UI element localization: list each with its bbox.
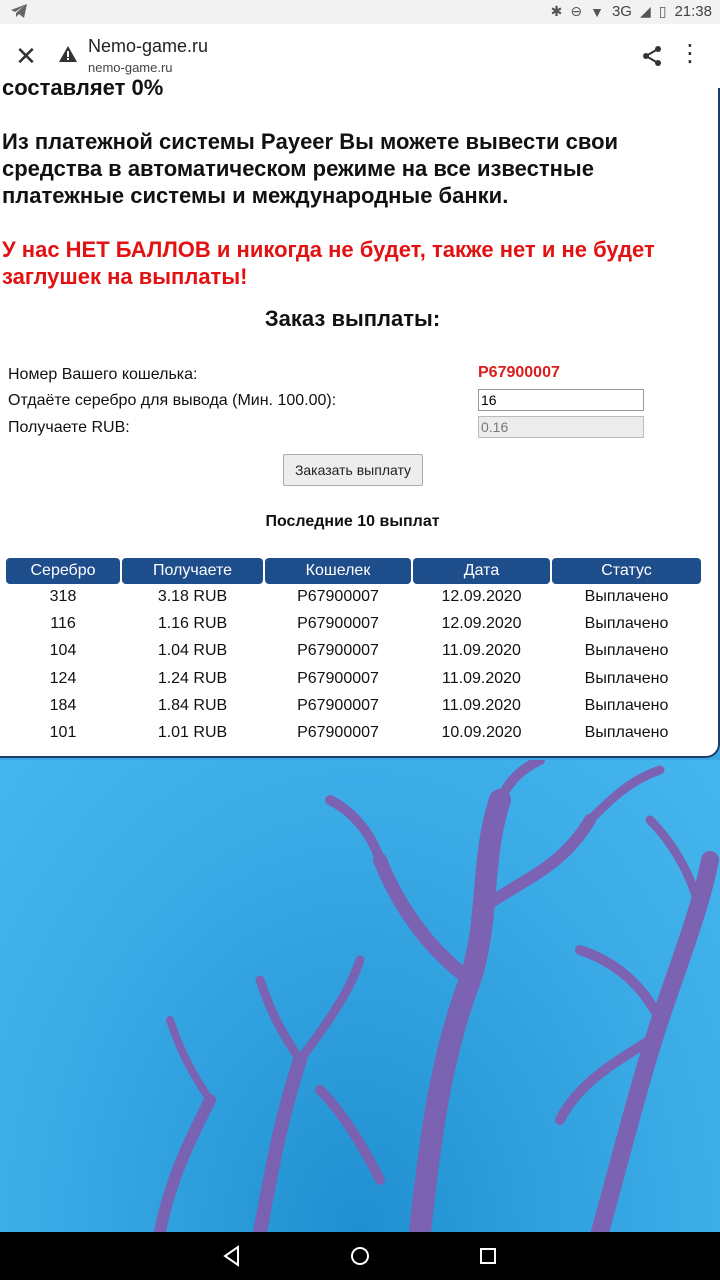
cell-receive: 1.84 RUB (157, 697, 228, 714)
cell-receive: 1.24 RUB (157, 670, 228, 687)
last-payouts-title: Последние 10 выплат (265, 513, 440, 530)
header-date: Дата (413, 558, 550, 584)
more-options-icon[interactable]: ⋮ (678, 40, 702, 67)
cell-date: 12.09.2020 (441, 615, 522, 632)
payeer-text-line-1: Из платежной системы Payeer Вы можете вывести свои (2, 129, 619, 154)
payeer-text-line-3: платежные системы и международные банки. (2, 183, 509, 208)
cell-date: 11.09.2020 (442, 670, 521, 687)
cell-silver: 101 (49, 724, 77, 741)
back-icon[interactable] (220, 1244, 244, 1268)
silver-amount-input[interactable] (478, 389, 644, 411)
cell-status: Выплачено (584, 615, 669, 632)
cell-receive: 1.04 RUB (157, 642, 228, 659)
cell-silver: 104 (49, 642, 77, 659)
cell-wallet: P67900007 (297, 670, 379, 687)
order-payout-button[interactable]: Заказать выплату (283, 454, 423, 486)
cell-silver: 124 (49, 670, 77, 687)
cell-silver: 184 (49, 697, 77, 714)
cell-date: 11.09.2020 (442, 642, 521, 659)
cell-receive: 1.16 RUB (157, 615, 228, 632)
status-bar (0, 0, 720, 24)
cell-wallet: P67900007 (297, 588, 379, 605)
wifi-icon: ▼ (590, 3, 604, 20)
battery-icon: ▯ (658, 3, 667, 19)
table-row (0, 615, 720, 642)
network-type: 3G (611, 3, 632, 20)
wallet-number: P67900007 (478, 364, 560, 381)
telegram-icon (10, 3, 28, 23)
partial-text: составляет 0% (2, 75, 164, 100)
cell-wallet: P67900007 (297, 724, 379, 741)
cell-status: Выплачено (584, 670, 669, 687)
rub-label: Получаете RUB: (8, 419, 130, 436)
table-row (0, 642, 720, 669)
close-icon[interactable]: ✕ (15, 41, 37, 71)
warning-icon[interactable] (58, 44, 78, 64)
silver-label: Отдаёте серебро для вывода (Мин. 100.00): (8, 392, 337, 409)
cell-status: Выплачено (584, 642, 669, 659)
cell-receive: 3.18 RUB (157, 588, 228, 605)
cell-silver: 318 (49, 588, 77, 605)
warning-line-2: заглушек на выплаты! (2, 264, 248, 289)
coral-illustration (0, 760, 720, 1232)
page-url[interactable]: nemo-game.ru (88, 60, 173, 75)
cell-date: 12.09.2020 (441, 588, 522, 605)
payeer-text-line-2: средства в автоматическом режиме на все известные (2, 156, 594, 181)
table-row (0, 588, 720, 615)
share-icon[interactable] (640, 44, 664, 68)
cell-status: Выплачено (584, 724, 669, 741)
table-row (0, 670, 720, 697)
cell-status: Выплачено (584, 697, 669, 714)
signal-icon: ◢ (639, 3, 651, 19)
do-not-disturb-icon: ⊖ (570, 3, 583, 19)
cell-date: 11.09.2020 (442, 697, 521, 714)
table-row (0, 697, 720, 724)
wallet-label: Номер Вашего кошелька: (8, 366, 198, 383)
cell-status: Выплачено (584, 588, 669, 605)
home-icon[interactable] (348, 1244, 372, 1268)
cell-date: 10.09.2020 (441, 724, 522, 741)
page-title: Nemo-game.ru (88, 36, 209, 56)
order-title: Заказ выплаты: (264, 306, 441, 331)
sea-background (0, 760, 720, 1232)
cell-receive: 1.01 RUB (157, 724, 228, 741)
header-receive: Получаете (122, 558, 263, 584)
warning-line-1: У нас НЕТ БАЛЛОВ и никогда не будет, также нет и не будет (2, 237, 655, 262)
bluetooth-icon: ✱ (550, 3, 563, 19)
rub-amount-field (478, 416, 644, 438)
system-nav-bar (0, 1232, 720, 1280)
cell-wallet: P67900007 (297, 642, 379, 659)
table-row (0, 724, 720, 751)
header-silver: Серебро (6, 558, 120, 584)
status-time: 21:38 (674, 3, 712, 20)
header-status: Статус (552, 558, 701, 584)
cell-silver: 116 (50, 615, 76, 632)
header-wallet: Кошелек (265, 558, 411, 584)
cell-wallet: P67900007 (297, 697, 379, 714)
recents-icon[interactable] (476, 1244, 500, 1268)
cell-wallet: P67900007 (297, 615, 379, 632)
